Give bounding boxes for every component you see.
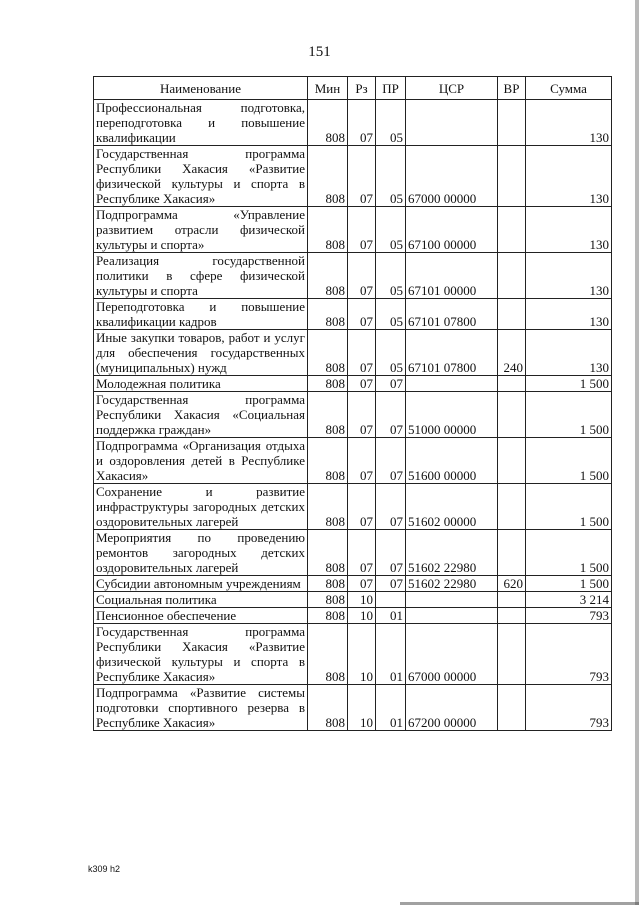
cell-rz: 07: [348, 484, 376, 530]
cell-pr: 05: [376, 299, 406, 330]
cell-min: 808: [308, 376, 348, 392]
table-row: [94, 376, 612, 392]
cell-vr: [498, 608, 526, 624]
cell-csr: 67101 07800: [406, 299, 498, 330]
cell-min: 808: [308, 685, 348, 731]
cell-csr: 67000 00000: [406, 146, 498, 207]
cell-pr: 05: [376, 253, 406, 299]
cell-name: Переподготовка и повышение квалификации кадров: [94, 299, 308, 330]
cell-sum: 130: [526, 299, 612, 330]
cell-pr: 01: [376, 624, 406, 685]
table-body: [94, 100, 612, 731]
cell-csr: 51602 22980: [406, 576, 498, 592]
cell-vr: [498, 100, 526, 146]
cell-sum: 1 500: [526, 392, 612, 438]
cell-name: Подпрограмма «Организация отдыха и оздоровления детей в Республике Хакасия»: [94, 438, 308, 484]
cell-csr: 51000 00000: [406, 392, 498, 438]
table-row: [94, 438, 612, 484]
cell-name: Государственная программа Республики Хакасия «Развитие физической культуры и спорта в Республике Хакасия»: [94, 146, 308, 207]
cell-vr: [498, 685, 526, 731]
cell-csr: 67200 00000: [406, 685, 498, 731]
cell-min: 808: [308, 207, 348, 253]
cell-vr: [498, 592, 526, 608]
column-header-rz: Рз: [348, 77, 376, 100]
cell-rz: 07: [348, 530, 376, 576]
table-row: [94, 530, 612, 576]
cell-min: 808: [308, 253, 348, 299]
cell-pr: 07: [376, 530, 406, 576]
cell-name: Субсидии автономным учреждениям: [94, 576, 308, 592]
cell-csr: 67101 00000: [406, 253, 498, 299]
cell-csr: [406, 100, 498, 146]
cell-min: 808: [308, 484, 348, 530]
cell-sum: 1 500: [526, 438, 612, 484]
cell-min: 808: [308, 576, 348, 592]
cell-csr: 51600 00000: [406, 438, 498, 484]
cell-min: 808: [308, 438, 348, 484]
column-header-sum: Сумма: [526, 77, 612, 100]
cell-csr: 51602 00000: [406, 484, 498, 530]
cell-name: Профессиональная подготовка, переподготовка и повышение квалификации: [94, 100, 308, 146]
page-number: 151: [308, 44, 331, 60]
cell-vr: [498, 207, 526, 253]
cell-pr: 07: [376, 484, 406, 530]
footer-code: k309 h2: [88, 864, 121, 874]
cell-min: 808: [308, 100, 348, 146]
cell-vr: [498, 299, 526, 330]
column-header-vr: ВР: [498, 77, 526, 100]
table-row: [94, 253, 612, 299]
cell-csr: [406, 376, 498, 392]
cell-sum: 3 214: [526, 592, 612, 608]
cell-vr: [498, 146, 526, 207]
cell-min: 808: [308, 392, 348, 438]
cell-sum: 1 500: [526, 484, 612, 530]
cell-pr: [376, 592, 406, 608]
cell-csr: 67000 00000: [406, 624, 498, 685]
table-row: [94, 392, 612, 438]
cell-sum: 130: [526, 146, 612, 207]
cell-sum: 793: [526, 624, 612, 685]
cell-pr: 01: [376, 685, 406, 731]
cell-sum: 1 500: [526, 376, 612, 392]
cell-sum: 130: [526, 207, 612, 253]
cell-min: 808: [308, 592, 348, 608]
cell-csr: 51602 22980: [406, 530, 498, 576]
cell-rz: 07: [348, 299, 376, 330]
cell-vr: [498, 484, 526, 530]
cell-rz: 07: [348, 100, 376, 146]
cell-name: Социальная политика: [94, 592, 308, 608]
cell-rz: 10: [348, 592, 376, 608]
cell-rz: 07: [348, 376, 376, 392]
cell-pr: 07: [376, 576, 406, 592]
table-header-row: [94, 77, 612, 100]
cell-pr: 07: [376, 392, 406, 438]
table-row: [94, 685, 612, 731]
cell-sum: 1 500: [526, 530, 612, 576]
cell-name: Реализация государственной политики в сфере физической культуры и спорта: [94, 253, 308, 299]
cell-name: Мероприятия по проведению ремонтов загородных детских оздоровительных лагерей: [94, 530, 308, 576]
cell-rz: 07: [348, 576, 376, 592]
cell-pr: 05: [376, 207, 406, 253]
cell-vr: [498, 253, 526, 299]
cell-min: 808: [308, 330, 348, 376]
cell-min: 808: [308, 530, 348, 576]
cell-name: Подпрограмма «Управление развитием отрасли физической культуры и спорта»: [94, 207, 308, 253]
cell-pr: 07: [376, 438, 406, 484]
cell-vr: [498, 438, 526, 484]
column-header-csr: ЦСР: [406, 77, 498, 100]
cell-rz: 10: [348, 624, 376, 685]
cell-sum: 793: [526, 608, 612, 624]
table-row: [94, 624, 612, 685]
cell-pr: 05: [376, 330, 406, 376]
table-row: [94, 608, 612, 624]
cell-vr: [498, 530, 526, 576]
cell-sum: 130: [526, 253, 612, 299]
cell-name: Государственная программа Республики Хакасия «Социальная поддержка граждан»: [94, 392, 308, 438]
cell-name: Подпрограмма «Развитие системы подготовки спортивного резерва в Республике Хакасия»: [94, 685, 308, 731]
cell-vr: [498, 624, 526, 685]
cell-rz: 07: [348, 253, 376, 299]
cell-sum: 130: [526, 100, 612, 146]
cell-csr: [406, 608, 498, 624]
cell-name: Молодежная политика: [94, 376, 308, 392]
cell-csr: 67100 00000: [406, 207, 498, 253]
cell-min: 808: [308, 146, 348, 207]
cell-csr: [406, 592, 498, 608]
budget-table: [93, 76, 612, 731]
cell-rz: 10: [348, 685, 376, 731]
cell-rz: 10: [348, 608, 376, 624]
cell-name: Иные закупки товаров, работ и услуг для обеспечения государственных (муниципальных) нужд: [94, 330, 308, 376]
scan-edge-right: [635, 0, 639, 905]
cell-min: 808: [308, 299, 348, 330]
cell-pr: 05: [376, 146, 406, 207]
cell-name: Сохранение и развитие инфраструктуры загородных детских оздоровительных лагерей: [94, 484, 308, 530]
column-header-pr: ПР: [376, 77, 406, 100]
cell-rz: 07: [348, 207, 376, 253]
cell-name: Государственная программа Республики Хакасия «Развитие физической культуры и спорта в Республике Хакасия»: [94, 624, 308, 685]
cell-rz: 07: [348, 330, 376, 376]
table-row: [94, 484, 612, 530]
cell-vr: [498, 376, 526, 392]
cell-vr: 240: [498, 330, 526, 376]
cell-min: 808: [308, 624, 348, 685]
cell-pr: 07: [376, 376, 406, 392]
cell-rz: 07: [348, 146, 376, 207]
cell-pr: 05: [376, 100, 406, 146]
cell-vr: [498, 392, 526, 438]
cell-csr: 67101 07800: [406, 330, 498, 376]
cell-sum: 1 500: [526, 576, 612, 592]
cell-pr: 01: [376, 608, 406, 624]
table-row: [94, 592, 612, 608]
table-row: [94, 100, 612, 146]
cell-sum: 793: [526, 685, 612, 731]
column-header-min: Мин: [308, 77, 348, 100]
cell-rz: 07: [348, 392, 376, 438]
column-header-name: Наименование: [94, 77, 308, 100]
cell-min: 808: [308, 608, 348, 624]
cell-rz: 07: [348, 438, 376, 484]
table-row: [94, 330, 612, 376]
table-row: [94, 576, 612, 592]
table-row: [94, 207, 612, 253]
cell-name: Пенсионное обеспечение: [94, 608, 308, 624]
table-row: [94, 299, 612, 330]
cell-vr: 620: [498, 576, 526, 592]
table-row: [94, 146, 612, 207]
cell-sum: 130: [526, 330, 612, 376]
